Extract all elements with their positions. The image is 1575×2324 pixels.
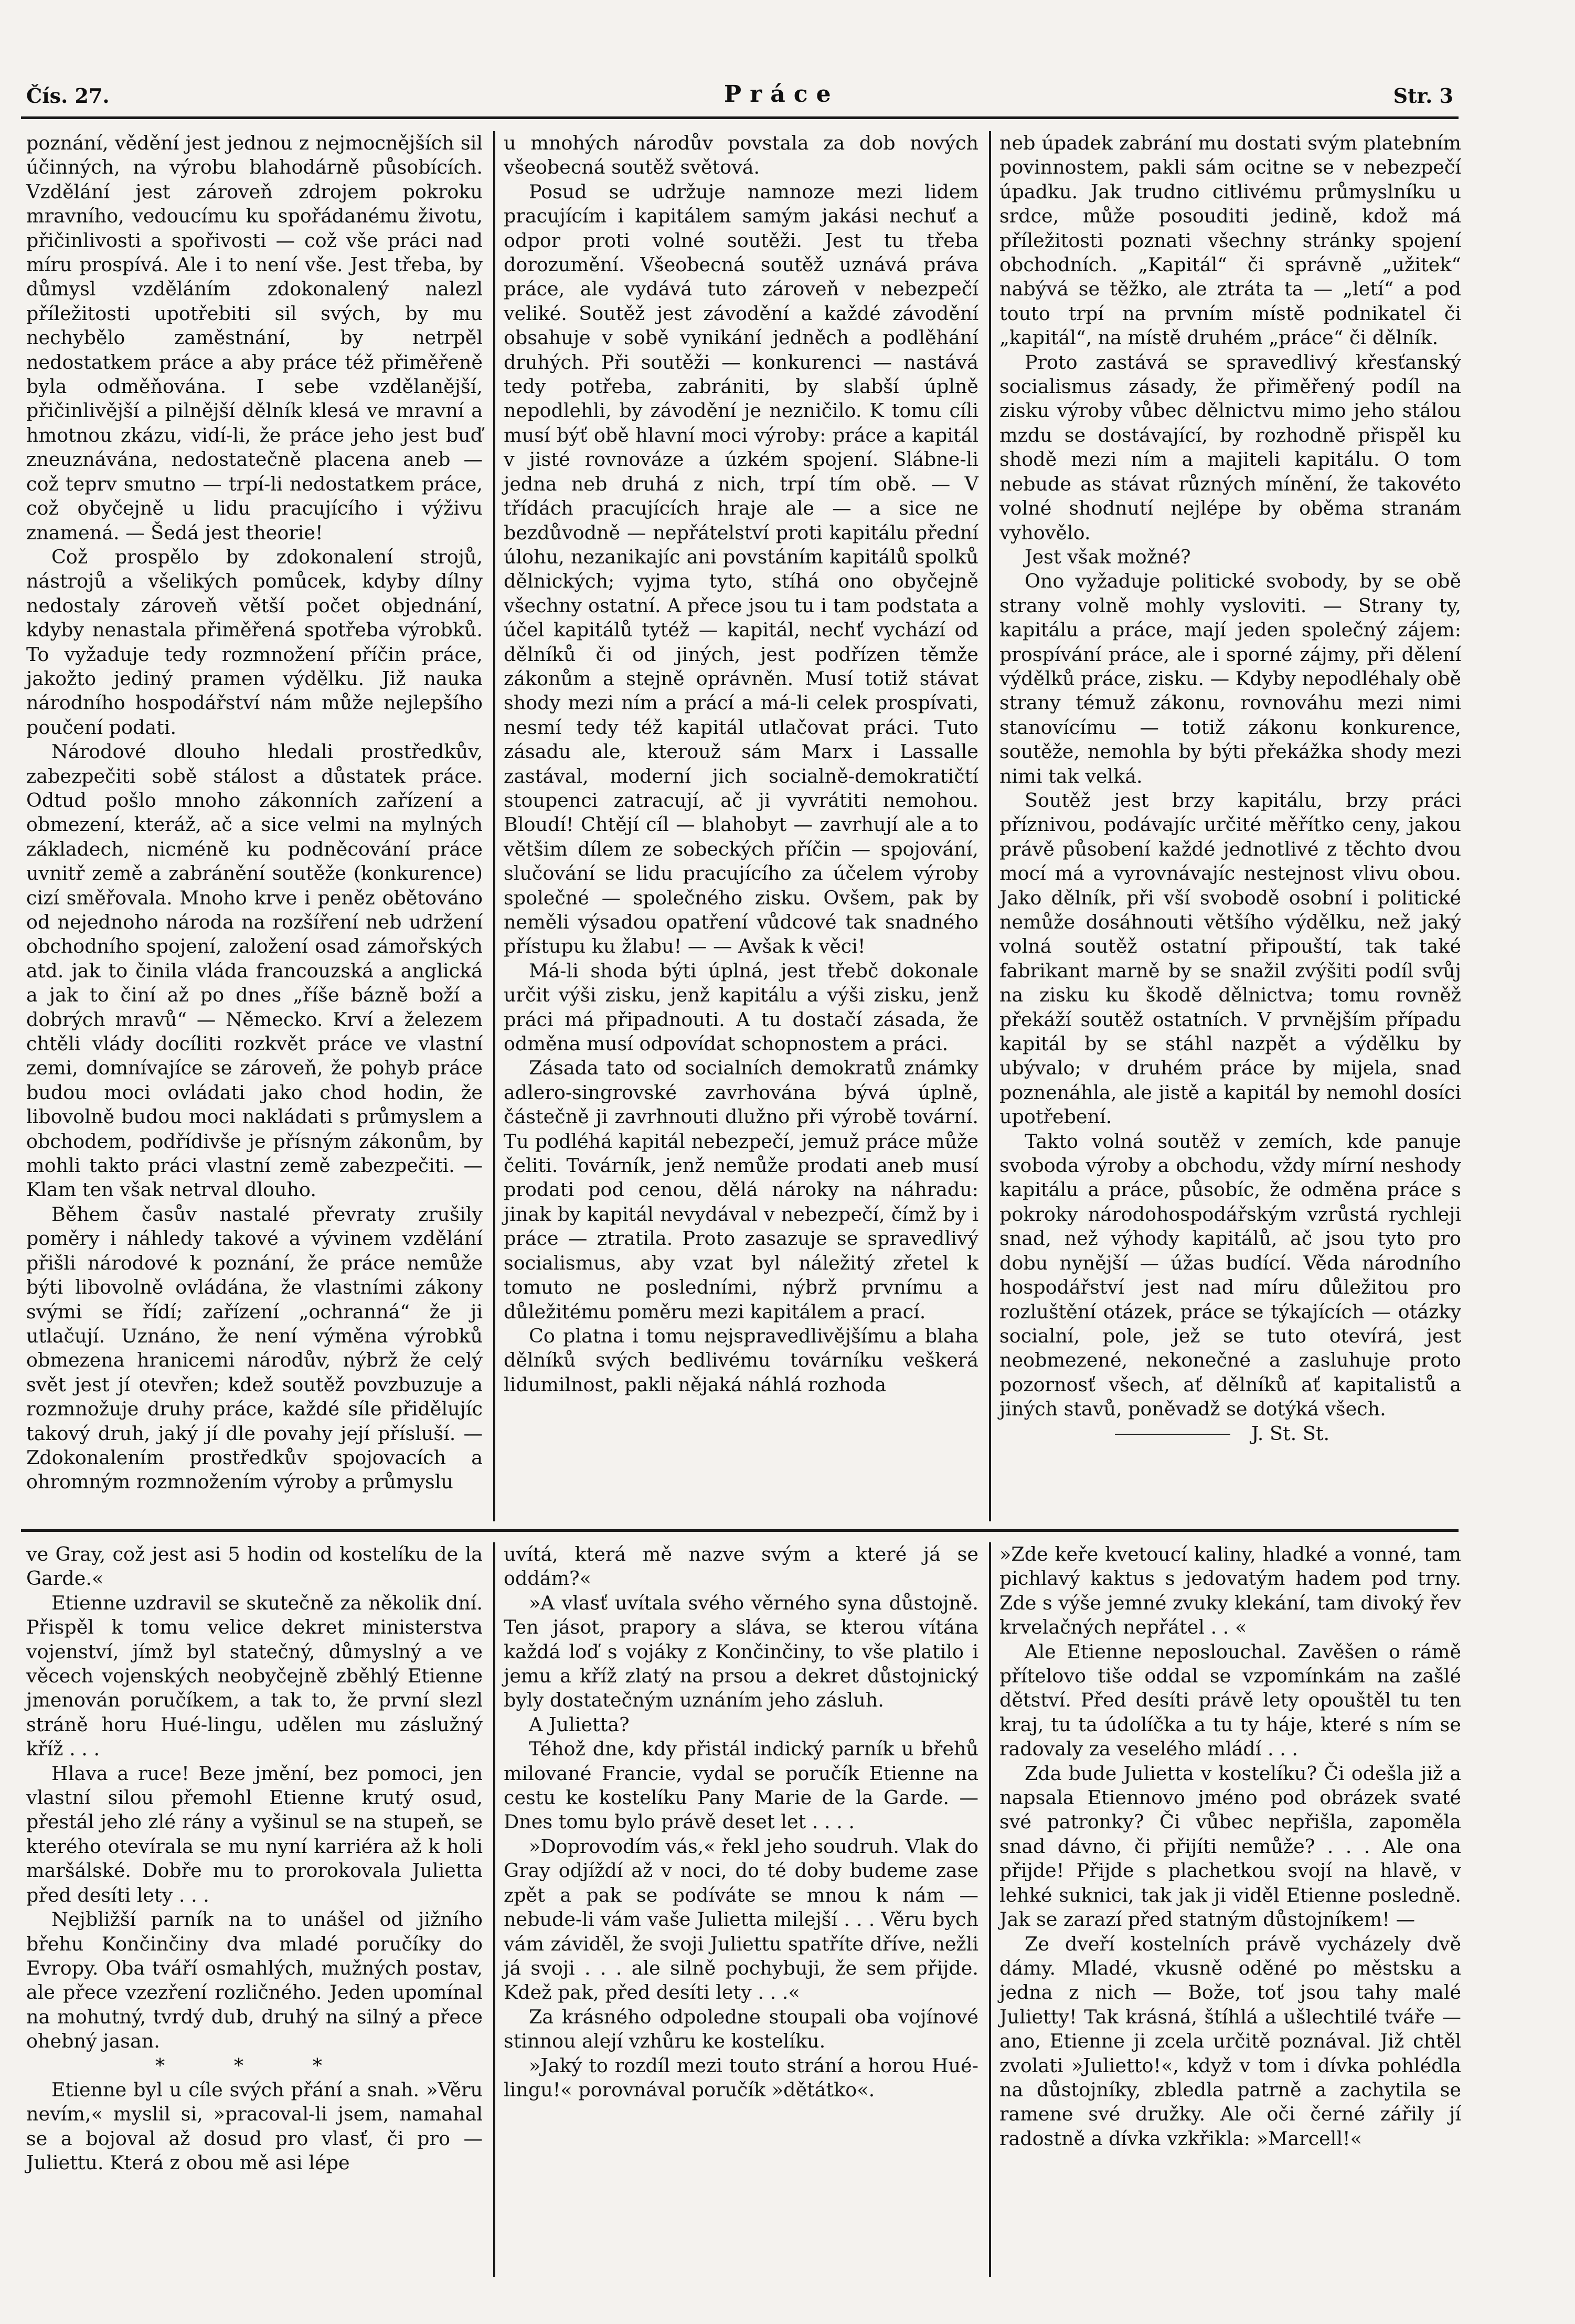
article-column-2 <box>504 131 978 1397</box>
paragraph: Ono vyžaduje politické svobody, by se obě strany volně mohly vysloviti. — Strany ty, kapitálu a práce, mají jeden společný zájem: prospívání práce, ale i sporné zájmy, při dělení výdělků práce, zisku. — Kdyby nepodléhaly obě strany témuž zákonu, rovnováhu mezi nimi stanovícímu — totiž zákonu konkurence, soutěže, nemohla by býti překážka shody mezi nimi tak velká. <box>999 570 1461 787</box>
paragraph: ve Gray, což jest asi 5 hodin od kostelíku de la Garde.« <box>26 1543 483 1590</box>
section-break: * * * <box>155 2054 354 2077</box>
column-divider <box>493 131 495 1521</box>
issue-number: Čís. 27. <box>26 84 110 108</box>
column-divider <box>989 131 991 1521</box>
author-signature: J. St. St. <box>999 1422 1461 1446</box>
column-divider <box>989 1542 991 2277</box>
article-column-1 <box>26 131 483 1495</box>
paragraph: Etienne uzdravil se skutečně za několik dní. Přispěl k tomu velice dekret ministerstva vojenství, jímž byl statečný, důmyslný a ve věcech vojenských neobyčejně zběhlý Etienne jmenován poručíkem, a tak to, že první slezl stráně horu Hué-lingu, udělen mu záslužný kříž . . . <box>26 1591 483 1761</box>
paragraph: u mnohých národův povstala za dob nových všeobecná soutěž světová. <box>504 132 978 179</box>
paragraph: »Doprovodím vás,« řekl jeho soudruh. Vlak do Gray odjíždí až v noci, do té doby budeme zase zpět a pak se podíváte se mnou k nám — nebude-li vám vaše Julietta milejší . . . Věru bych vám záviděl, že svoji Juliettu spatříte dříve, nežli já svoji . . . ale silně pochybuji, že sem přijde. Kdež pak, před desíti lety . . .« <box>504 1835 978 2004</box>
paragraph: A Julietta? <box>529 1713 630 1736</box>
story-column-1 <box>26 1542 483 2176</box>
paragraph: Téhož dne, kdy přistál indický parník u břehů milované Francie, vydal se poručík Etienne na cestu ke kostelíku Pany Marie de la Garde. — Dnes tomu bylo právě deset let . . . . <box>504 1737 978 1833</box>
feuilleton-rule <box>21 1529 1459 1532</box>
newspaper-title: Práce <box>724 81 839 108</box>
paragraph: Ale Etienne neposlouchal. Zavěšen o rámě přítelovo tiše oddal se vzpomínkám na zašlé dětství. Před desíti právě lety opouštěl tu ten kraj, tu ta údolíčka a tu ty háje, které s ním se radovaly za veselého mládí . . . <box>999 1640 1461 1761</box>
page-number: Str. 3 <box>1393 84 1453 108</box>
paragraph: Národové dlouho hledali prostředkův, zabezpečiti sobě stálost a důstatek práce. Odtud pošlo mnoho zákonních zařízení a obmezení, kteráž, ač a sice velmi na mylných základech, nicméně ku podněcování práce uvnitř země a zabránění soutěže (konkurence) cizí směřovala. Mnoho krve i peněz obětováno od nejednoho národa na rozšíření neb udržení obchodního spojení, založení osad zámořských atd. jak to činila vláda francouzská a anglická a jak to činí až po dnes „říše bázně boží a dobrých mravů“ — Německo. Krví a železem chtěli vlády docíliti rozkvět práce ve vlastní zemi, domnívajíce se zároveň, že pohyb práce budou moci ovládati jako chod hodin, že libovolně budou moci nakládati s průmyslem a obchodem, podřídivše je přísným zákonům, by mohli takto práci vlastní země zabezpečiti. — Klam ten však netrval dlouho. <box>26 740 483 1201</box>
paragraph: Což prospělo by zdokonalení strojů, nástrojů a všelikých pomůcek, kdyby dílny nedostaly zároveň větší počet objednání, kdyby nenastala přiměřená spotřeba výrobků. To vyžaduje tedy rozmnožení příčin práce, jakožto jediný pramen výdělku. Již nauka národního hospodářství nám může nejlepšího poučení podati. <box>26 545 483 739</box>
paragraph: Má-li shoda býti úplná, jest třebč dokonale určit výši zisku, jenž kapitálu a výši zisku, jenž práci má připadnouti. A tu dostačí zásada, že odměna musí odpovídat schopnostem a práci. <box>504 959 978 1056</box>
paragraph: poznání, vědění jest jednou z nejmocnějších sil účinných, na výrobu blahodárně působících. Vzdělání jest zároveň zdrojem pokroku mravního, vedoucímu ku spořádanému životu, přičinlivosti a spořivosti — což vše práci nad míru prospívá. Ale i to není vše. Jest třeba, by důmysl vzděláním zdokonalený nalezl příležitosti upotřebiti sil svých, by mu nechybělo zaměstnání, by netrpěl nedostatkem práce a aby práce též přiměřeně byla odměňována. I sebe vzdělanější, přičinlivější a pilnější dělník klesá ve mravní a hmotnou zkázu, vidí-li, že práce jeho jest buď zneuznávána, nedostatečně placena aneb — což teprv smutno — trpí-li nedostatkem práce, což obyčejně u lidu pracujícího i výživu znamená. — Šedá jest theorie! <box>26 132 483 544</box>
paragraph: »A vlasť uvítala svého věrného syna důstojně. Ten jásot, prapory a sláva, se kterou vítána každá loď s vojáky z Končinčiny, to vše platilo i jemu a kříž zlatý na prsou a dekret důstojnický byly dostatečným uznáním jeho zásluh. <box>504 1591 978 1712</box>
paragraph: Proto zastává se spravedlivý křesťanský socialismus zásady, že přiměřený podíl na zisku výroby vůbec dělnictvu mimo jeho stálou mzdu se dostávající, by rozhodně přispěl ku shodě mezi ním a majiteli kapitálu. O tom nebude as stávat různých mínění, že takovéto volné shodnutí nejlépe by oběma stranám vyhovělo. <box>999 350 1461 544</box>
paragraph: Soutěž jest brzy kapitálu, brzy práci příznivou, podávajíc určité měřítko ceny, jakou právě působení každé jednotlivé z těchto dvou mocí má a vyrovnávajíc nestejnost vlivu obou. Jako dělník, při vší svobodě osobní i politické nemůže dosáhnouti většího výdělku, než jaký volná soutěž ostatní připouští, tak také fabrikant marně by se snažil zvýšiti podíl svůj na zisku ku škodě dělnictva; tomu rovněž překáží soutěž ostatních. V prvnějším případu kapitál by se stáhl nazpět a výdělku by ubývalo; v druhém práce by mijela, snad poznenáhla, ale jistě a kapitál by nemohl dosíci upotřebení. <box>999 788 1461 1128</box>
paragraph: »Jaký to rozdíl mezi touto strání a horou Hué-lingu!« porovnával poručík »dětátko«. <box>504 2054 978 2101</box>
paragraph: Ze dveří kostelních právě vycházely dvě dámy. Mladé, vkusně oděné po městsku a jedna z nich — Bože, toť jsou tahy malé Julietty! Tak krásná, štíhlá a ušlechtilé tváře — ano, Etienne ji zcela určitě poznával. Již chtěl zvolati »Julietto!«, když v tom i dívka pohlédla na důstojníky, zbledla patrně a zachytila se ramene své družky. Ale oči černé zářily jí radostně a dívka vzkřikla: »Marcell!« <box>999 1932 1461 2150</box>
paragraph: uvítá, která mě nazve svým a které já se oddám?« <box>504 1543 978 1590</box>
paragraph: Co platna i tomu nejspravedlivějšímu a blaha dělníků svých bedlivému továrníku veškerá lidumilnost, pakli nějaká náhlá rozhoda <box>504 1324 978 1396</box>
story-column-2 <box>504 1542 978 2102</box>
paragraph: Nejbližší parník na to unášel od jižního břehu Končinčiny dva mladé poručíky do Evropy. Oba tváří osmahlých, mužných postav, ale přece vzezření rozličného. Jeden upomínal na mohutný, tvrdý dub, druhý na silný a přece ohebný jasan. <box>26 1908 483 2053</box>
header-rule <box>21 116 1459 119</box>
page-header <box>26 79 1453 115</box>
paragraph: Etienne byl u cíle svých přání a snah. »Věru nevím,« myslil si, »pracoval-li jsem, namahal se a bojoval až dosud pro vlasť, či pro — Juliettu. Která z obou mě asi lépe <box>26 2078 483 2174</box>
article-column-3 <box>999 131 1461 1446</box>
paragraph: Za krásného odpoledne stoupali oba vojínové stinnou alejí vzhůru ke kostelíku. <box>504 2005 978 2053</box>
paragraph: neb úpadek zabrání mu dostati svým platebním povinnostem, pakli sám ocitne se v nebezpečí úpadku. Jak trudno citlivému průmyslníku u srdce, může posouditi jedině, kdož má příležitosti poznati všechny stránky spojení obchodních. „Kapitál“ či správně „užitek“ nabývá se těžko, ale ztráta ta — „letí“ a pod touto trpí na prvním místě podnikatel či „kapitál“, na místě druhém „práce“ či dělník. <box>999 132 1461 349</box>
paragraph: Jest však možné? <box>1025 545 1191 568</box>
paragraph: Zda bude Julietta v kostelíku? Či odešla již a napsala Etiennovo jméno pod obrázek svaté své patronky? Či vůbec nepřišla, zapoměla snad dávno, či přijíti nemůže? . . . Ale ona přijde! Přijde s plachetkou svojí na hlavě, v lehké suknici, tak jak ji viděl Etienne posledně. Jak se zarazí před statným důstojníkem! — <box>999 1762 1461 1931</box>
paragraph: Takto volná soutěž v zemích, kde panuje svoboda výroby a obchodu, vždy mírní neshody kapitálu a práce, působíc, že odměna práce s pokroky národohospodářským vzrůstá rychleji snad, než výhody kapitálů, ač jsou tyto pro dobu nynější — úžas budící. Věda národního hospodářství jest nad míru důležitou pro rozluštění otázek, práce se týkajících — otázky socialní, pole, jež se tuto otevírá, jest neobmezené, nekonečné a zasluhuje proto pozornosť všech, ať dělníků ať kapitalistů a jiných stavů, poněvadž se dotýká všech. <box>999 1129 1461 1421</box>
column-divider <box>493 1542 495 2277</box>
paragraph: Posud se udržuje namnoze mezi lidem pracujícím i kapitálem samým jakási nechuť a odpor proti volné soutěži. Jest tu třeba dorozumění. Všeobecná soutěž uznává práva práce, ale vydává tuto zároveň v nebezpečí veliké. Soutěž jest závodění a každé závodění obsahuje v sobě vynikání jedněch a podlěhání druhých. Při soutěži — konkurenci — nastává tedy potřeba, zabrániti, by slabší úplně nepodlehli, by závodění je nezničilo. K tomu cíli musí býť obě hlavní moci výroby: práce a kapitál v jisté rovnováze a úzkém spojení. Slábne-li jedna neb druhá z nich, trpí tím obě. — V třídách pracujících hraje ale — a sice ne bezdůvodně — nepřátelství proti kapitálu přední úlohu, nezanikajíc ani povstáním kapitálů spolků dělnických; vyjma tyto, stíhá ono obyčejně všechny ostatní. A přece jsou tu i tam podstata a účel kapitálů tytéž — kapitál, nechť vychází od dělníků či od jiných, jest podřízen těmže zákonům a stejně oprávněn. Musí totiž stávat shody mezi ním a prácí a má-li celek prospívati, nesmí tedy též kapitál utlačovat práci. Tuto zásadu ale, kterouž sám Marx i Lassalle zastával, moderní jich socialně-demokratičtí stoupenci zatracují, ač ji vyvrátiti nemohou. Bloudí! Chtějí cíl — blahobyt — zavrhují ale a to většim dílem ze sobeckých příčin — spojování, slučování se lidu pracujícího za účelem výroby společné — společného zisku. Ovšem, pak by neměli výsadou opatření vůdcové tak snadného přístupu ku žlabu! — — Avšak k věci! <box>504 180 978 958</box>
paragraph: Hlava a ruce! Beze jmění, bez pomoci, jen vlastní silou přemohl Etienne krutý osud, přestál jeho zlé rány a vyšinul se na stupeň, se kterého otevírala se mu nyní karriéra až k holi maršálské. Dobře mu to prorokovala Julietta před desíti lety . . . <box>26 1762 483 1906</box>
paragraph: Během časův nastalé převraty zrušily poměry i náhledy takové a vývinem vzdělání přišli národové k poznání, že práce nemůže býti libovolně ovládána, že vlastními zákony svými se řídí; zařízení „ochranná“ že ji utlačují. Uznáno, že není výměna výrobků obmezena hranicemi národův, nýbrž že celý svět jest jí otevřen; kdež soutěž povzbuzuje a rozmnožuje druhy práce, každé síle přidělujíc takový druh, jaký jí dle povahy její přísluší. — Zdokonalením prostředkův spojovacích a ohromným rozmnožením výroby a průmyslu <box>26 1202 483 1494</box>
paragraph: Zásada tato od socialních demokratů známky adlero-singrovské zavrhována bývá úplně, částečně ji zavrhnouti dlužno při výrobě tovární. Tu podléhá kapitál nebezpečí, jemuž práce může čeliti. Továrník, jenž nemůže prodati aneb musí prodati pod cenou, dělá nároky na náhradu: jinak by kapitál nevydával v nebezpečí, čímž by i práce — ztratila. Proto zasazuje se spravedlivý socialismus, aby vzat byl náležitý zřetel k tomuto ne posledními, nýbrž prvnímu a důležitému poměru mezi kapitálem a prací. <box>504 1057 978 1323</box>
story-column-3 <box>999 1542 1461 2151</box>
paragraph: »Zde keře kvetoucí kaliny, hladké a vonné, tam pichlavý kaktus s jedovatým hadem pod trny. Zde s výše jemné zvuky klekání, tam divoký řev krvelačných nepřátel . . « <box>999 1543 1461 1639</box>
